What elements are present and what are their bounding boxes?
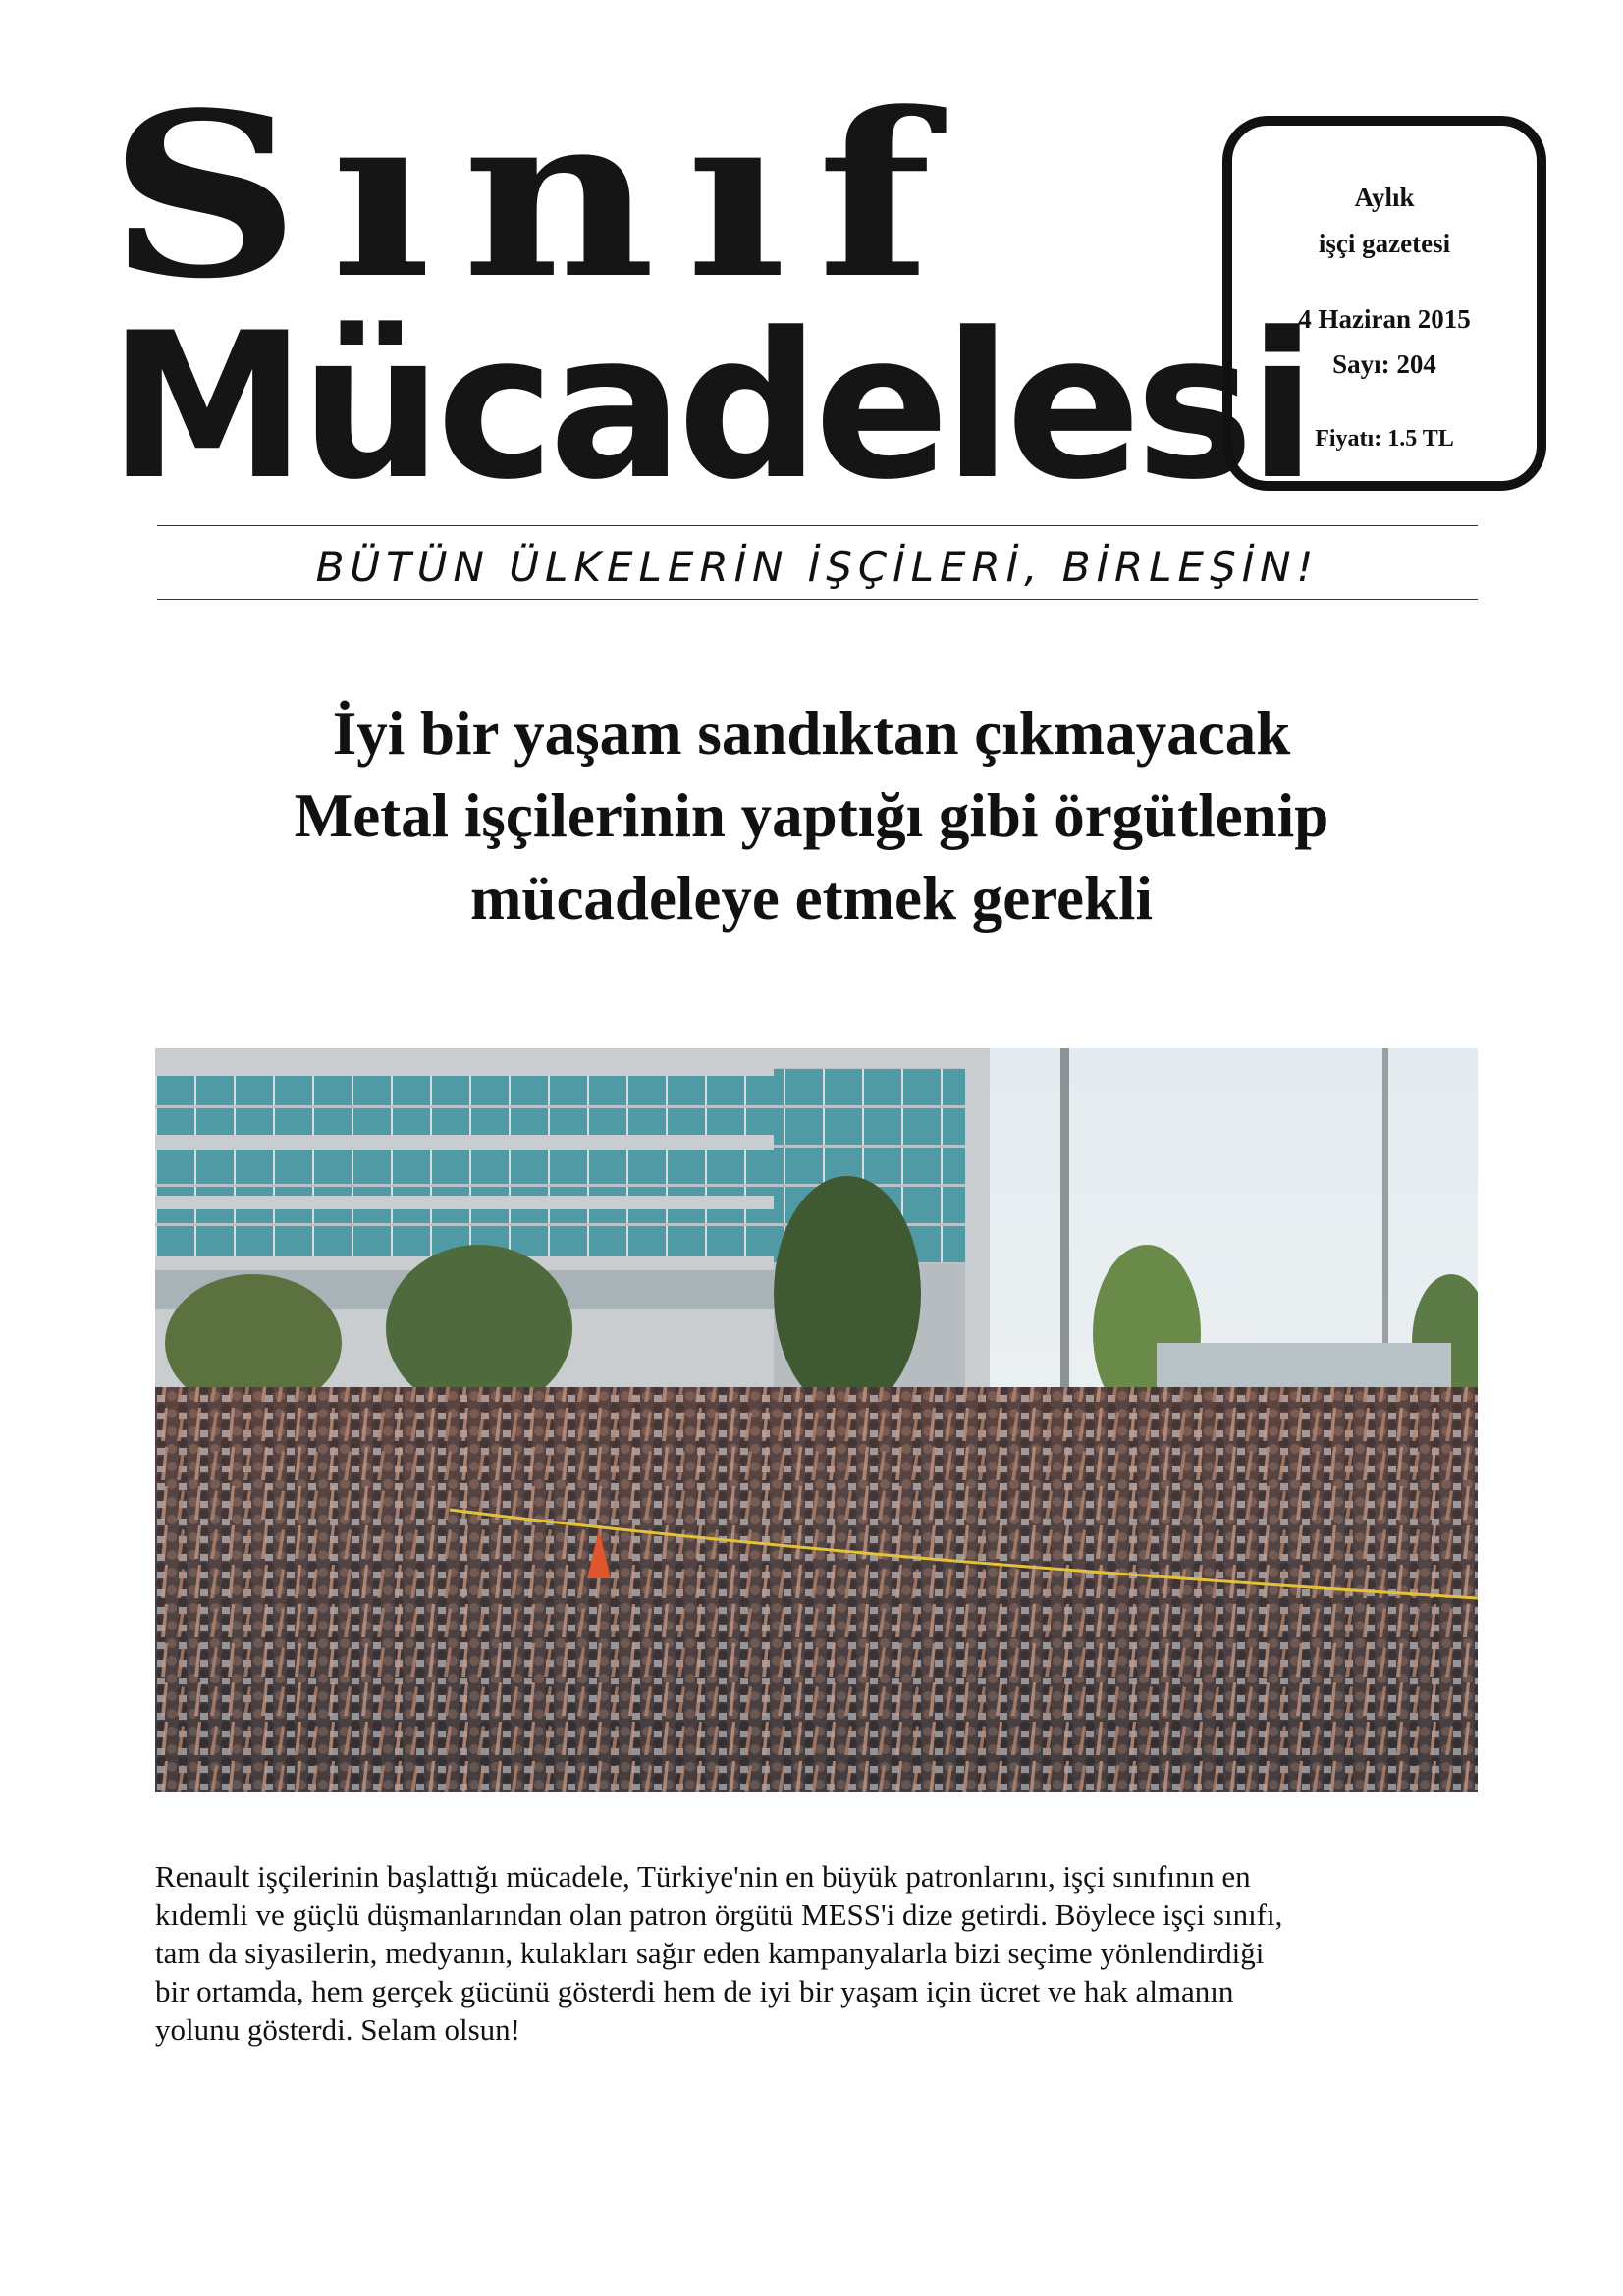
masthead-title-line2: Mücadelesi (108, 291, 1311, 524)
headline-line1: İyi bir yaşam sandıktan çıkmayacak (332, 699, 1291, 768)
slogan-rule-bottom (157, 599, 1478, 600)
issue-date: 4 Haziran 2015 (1298, 304, 1471, 334)
article-line: yolunu gösterdi. Selam olsun! (155, 2012, 520, 2047)
protest-photo (155, 1048, 1478, 1792)
article-line: Renault işçilerinin başlattığı mücadele, Türkiye'nin en büyük patronlarını, işçi sınıfının en (155, 1859, 1251, 1894)
article-line: tam da siyasilerin, medyanın, kulakları sağır eden kampanyalarla bizi seçime yönlendirdiği (155, 1936, 1265, 1970)
masthead (108, 64, 1311, 524)
slogan-rule-top (157, 525, 1478, 526)
article-text (155, 1857, 1490, 2049)
headline-line2: Metal işçilerinin yaptığı gibi örgütlenip (294, 781, 1329, 850)
issue-frequency: Aylık (1354, 183, 1415, 212)
issue-info-box (1222, 116, 1546, 491)
article-line: kıdemli ve güçlü düşmanlarından olan patron örgütü MESS'i dize getirdi. Böylece işçi sınıfı, (155, 1897, 1283, 1932)
masthead-title-line1: Sınıf (108, 64, 962, 329)
headline (98, 692, 1525, 939)
slogan: BÜTÜN ÜLKELERİN İŞÇİLERİ, BİRLEŞİN! (315, 543, 1320, 591)
article-line: bir ortamda, hem gerçek gücünü gösterdi hem de iyi bir yaşam için ücret ve hak almanın (155, 1974, 1234, 2008)
headline-line3: mücadeleye etmek gerekli (469, 864, 1154, 933)
issue-number: Sayı: 204 (1332, 349, 1436, 379)
issue-type: işçi gazetesi (1318, 229, 1451, 258)
issue-price: Fiyatı: 1.5 TL (1315, 426, 1454, 452)
